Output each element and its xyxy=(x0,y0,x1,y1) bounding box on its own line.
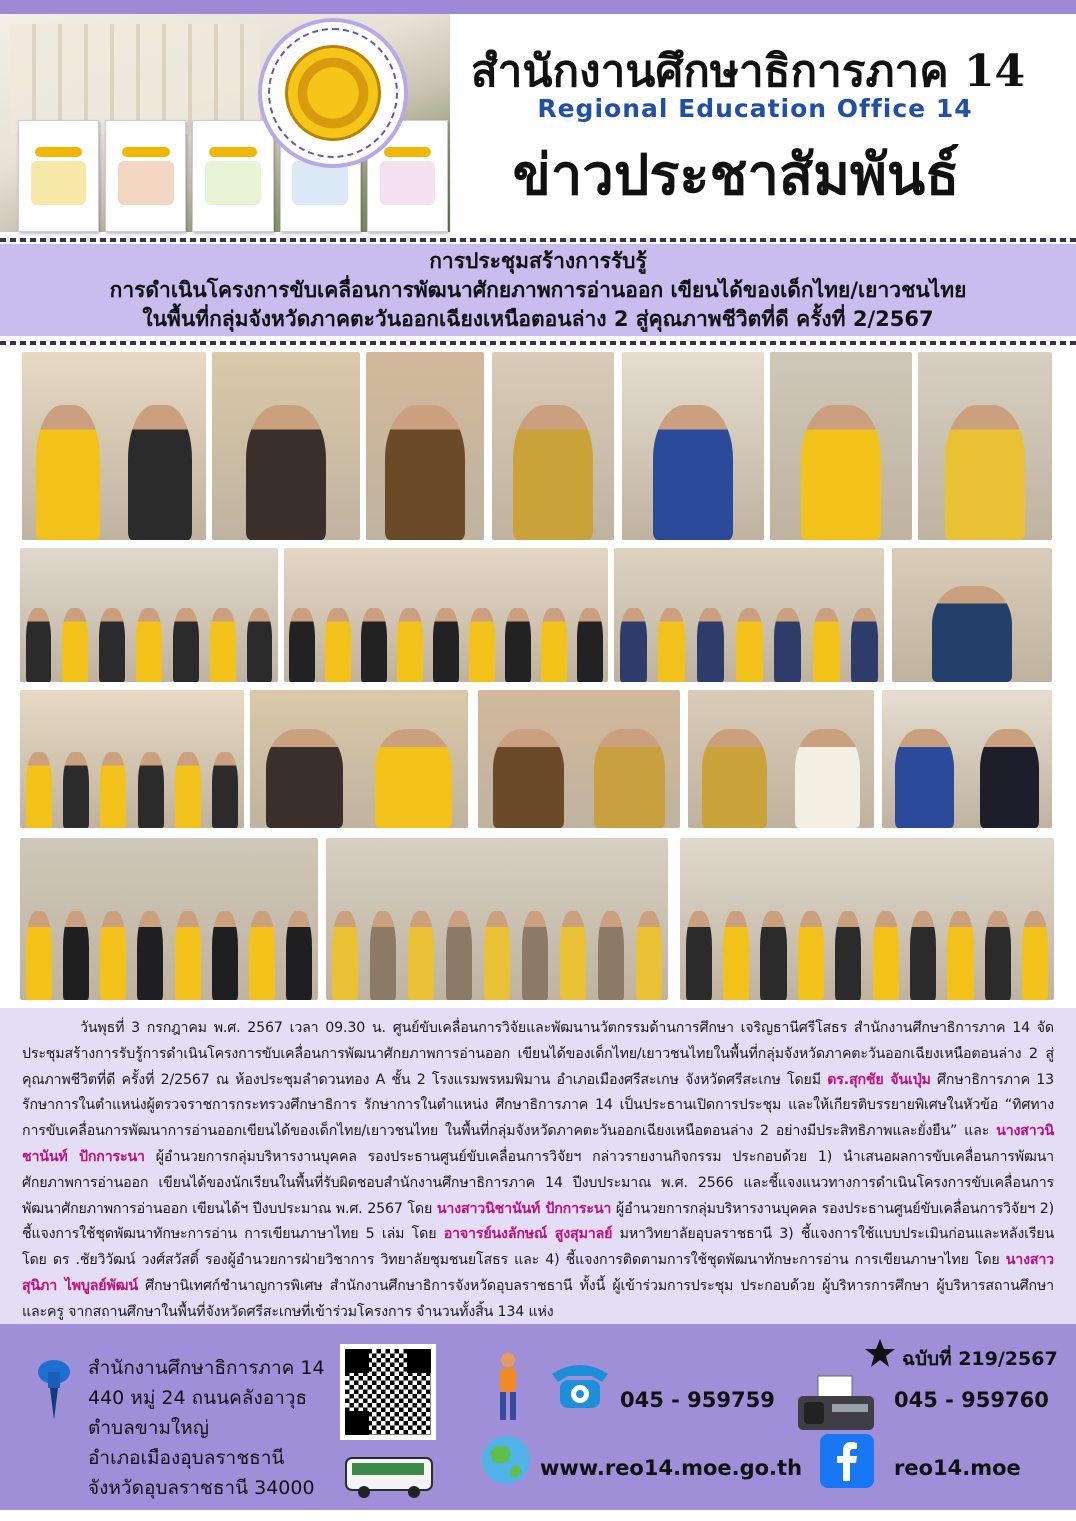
person-figure xyxy=(598,911,625,1000)
person-figure xyxy=(247,608,273,682)
event-photo xyxy=(622,352,764,540)
person-figure xyxy=(175,752,201,828)
event-photo xyxy=(212,352,360,540)
person-figure xyxy=(249,911,275,1000)
person-figure xyxy=(175,911,201,1000)
person-figure xyxy=(62,608,88,682)
person-figure xyxy=(63,752,89,828)
person-name: อาจารย์นงลักษณ์ สูงสุมาลย์ xyxy=(443,1226,613,1243)
star-icon xyxy=(864,1338,896,1368)
person-figure xyxy=(702,729,767,828)
person-figure xyxy=(26,911,52,1000)
facebook-page[interactable]: reo14.moe xyxy=(894,1456,1021,1480)
person-figure xyxy=(99,608,125,682)
person-figure xyxy=(26,608,52,682)
walking-person-icon xyxy=(486,1352,530,1424)
event-photo xyxy=(882,690,1052,828)
person-figure xyxy=(138,752,164,828)
person-figure xyxy=(653,405,733,540)
event-photo xyxy=(918,352,1052,540)
telephone-icon xyxy=(548,1356,612,1412)
headline-line-3: ในพื้นที่กลุ่มจังหวัดภาคตะวันออกเฉียงเหนือตอนล่าง 2 สู่คุณภาพชีวิตที่ดี ครั้งที่ 2/2567 xyxy=(142,306,934,331)
person-figure xyxy=(173,608,199,682)
event-photo xyxy=(284,548,608,682)
person-figure xyxy=(513,405,593,540)
book-cover xyxy=(192,120,273,232)
body-text: ศึกษาธิการภาค 13 รักษาการในตำแหน่งผู้ตรวจราชการกระทรวงศึกษาธิการ รักษาการในตำแหน่ง ศึกษาธิการภาค 14 เป็นประธานเปิดการประชุม และให้เกียรติบรรยายพิเศษในหัวข้อ “ทิศทางการขับเคลื่อนการพัฒนาการอ่านออกเขียนได้ของเด็กไทย/เยาวชนไทย ในพื้นที่กลุ่มจังหวัดภาคตะวันออกเฉียงเหนือตอนล่าง 2 อย่างมีประสิทธิภาพและยั่งยืน” และ xyxy=(22,1071,1055,1140)
person-figure xyxy=(594,729,665,828)
person-figure xyxy=(266,729,342,828)
event-photo xyxy=(20,548,278,682)
person-figure xyxy=(736,608,763,682)
footer xyxy=(0,1324,1076,1521)
person-figure xyxy=(980,729,1040,828)
address-line: สำนักงานศึกษาธิการภาค 14 xyxy=(88,1357,325,1379)
person-figure xyxy=(370,911,397,1000)
person-figure xyxy=(493,729,564,828)
event-photo xyxy=(366,352,484,540)
globe-icon xyxy=(476,1432,536,1488)
bus-icon xyxy=(344,1454,436,1500)
person-figure xyxy=(1022,911,1048,1000)
event-photo xyxy=(22,352,206,540)
event-photo xyxy=(20,690,244,828)
body-text: มหาวิทยาลัยอุบลราชธานี 3) ชี้แจงการใช้แบบประเมินก่อนและหลังเรียน โดย ดร .ชัยวิวัฒน์ วงศ์สวัสดิ์ รองผู้อำนวยการฝ่ายวิชาการ วิทยาลัยชุมชนยโสธร และ 4) ชี้แจงการติดตามการใช้ชุดพัฒนาทักษะการอ่าน การเขียนภาษาไทย โดย xyxy=(22,1226,1054,1269)
person-figure xyxy=(63,911,89,1000)
person-figure xyxy=(286,911,312,1000)
person-figure xyxy=(375,729,451,828)
person-figure xyxy=(851,608,878,682)
person-figure xyxy=(813,608,840,682)
address-line: ตำบลขามใหญ่ xyxy=(88,1417,209,1439)
person-figure xyxy=(26,752,52,828)
person-name: นางสาวนิชานันท์ ปักการะนา xyxy=(436,1200,612,1217)
person-figure xyxy=(760,911,786,1000)
person-figure xyxy=(385,405,465,540)
person-figure xyxy=(801,405,881,540)
section-title: ข่าวประชาสัมพันธ์ xyxy=(512,142,960,208)
person-figure xyxy=(636,911,663,1000)
fax-number[interactable]: 045 - 959760 xyxy=(894,1388,1049,1412)
body-text: ศึกษานิเทศก์ชำนาญการพิเศษ สำนักงานศึกษาธิการจังหวัดอุบลราชธานี ทั้งนี้ ผู้เข้าร่วมการประชุม ประกอบด้วย ผู้บริหารการศึกษา ผู้บริหารสถานศึกษา และครู จากสถานศึกษาในพื้นที่จังหวัดศรีสะเกษที่เข้าร่วมโครงการ จำนวนทั้งสิ้น 134 แห่ง xyxy=(22,1277,1054,1320)
person-figure xyxy=(212,911,238,1000)
body-text: ผู้อำนวยการกลุ่มบริหารงานบุคคล รองประธานศูนย์ขับเคลื่อนการวิจัยฯ 2) ชี้แจงการใช้ชุดพัฒนาทักษะการอ่าน การเขียนภาษาไทย 5 เล่ม โดย xyxy=(22,1200,1054,1243)
book-cover xyxy=(105,120,186,232)
event-photo xyxy=(770,352,912,540)
event-photo xyxy=(492,352,614,540)
person-figure xyxy=(798,911,824,1000)
person-figure xyxy=(895,729,955,828)
person-figure xyxy=(325,608,350,682)
person-figure xyxy=(210,608,236,682)
event-photo xyxy=(892,548,1052,682)
event-photo xyxy=(614,548,884,682)
address-line: จังหวัดอุบลราชธานี 34000 xyxy=(88,1477,315,1499)
building-image xyxy=(10,24,260,134)
person-figure xyxy=(397,608,422,682)
person-figure xyxy=(433,608,458,682)
event-photo xyxy=(688,690,874,828)
person-figure xyxy=(484,911,511,1000)
headline-line-1: การประชุมสร้างการรับรู้ xyxy=(429,248,647,273)
event-photo xyxy=(478,690,680,828)
person-name: นางสาวนิชานันท์ ปักการะนา xyxy=(22,1123,1054,1165)
person-figure xyxy=(136,608,162,682)
person-figure xyxy=(522,911,549,1000)
top-color-strip xyxy=(0,0,1076,14)
person-figure xyxy=(137,911,163,1000)
org-name-thai: สำนักงานศึกษาธิการภาค 14 xyxy=(470,46,1026,97)
address-line: อำเภอเมืองอุบลราชธานี xyxy=(88,1447,285,1469)
facebook-icon[interactable] xyxy=(820,1434,874,1488)
event-photo xyxy=(326,838,668,1000)
issue-number: ฉบับที่ 219/2567 xyxy=(902,1348,1058,1370)
body-text: ผู้อำนวยการกลุ่มบริหารงานบุคคล รองประธานศูนย์ขับเคลื่อนการวิจัยฯ กล่าวรายงานกิจกรรม ประกอบด้วย 1) นำเสนอผลการขับเคลื่อนการพัฒนาศักยภาพการอ่านออก เขียนได้ของนักเรียนในพื้นที่รับผิดชอบสำนักงานศึกษาธิการภาค 14 ปีงบประมาณ พ.ศ. 2566 และชี้แจงแนวทางการดำเนินโครงการขับเคลื่อนการพัฒนาศักยภาพการอ่านออก เขียนได้ฯ ปีงบประมาณ พ.ศ. 2567 โดย xyxy=(22,1148,1054,1217)
qr-code[interactable] xyxy=(340,1344,436,1440)
person-figure xyxy=(577,608,602,682)
ministry-seal-logo xyxy=(258,18,408,168)
person-figure xyxy=(246,405,326,540)
person-figure xyxy=(505,608,530,682)
person-figure xyxy=(332,911,359,1000)
person-figure xyxy=(212,752,238,828)
person-figure xyxy=(873,911,899,1000)
person-figure xyxy=(289,608,314,682)
person-figure xyxy=(36,405,100,540)
headline-line-2: การดำเนินโครงการขับเคลื่อนการพัฒนาศักยภาพการอ่านออก เขียนได้ของเด็กไทย/เยาวชนไทย xyxy=(109,277,967,302)
fax-machine-icon xyxy=(794,1374,878,1434)
person-figure xyxy=(446,911,473,1000)
person-figure xyxy=(469,608,494,682)
person-figure xyxy=(697,608,724,682)
org-name-english: Regional Education Office 14 xyxy=(537,94,973,123)
person-figure xyxy=(560,911,587,1000)
person-figure xyxy=(945,405,1025,540)
person-figure xyxy=(947,911,973,1000)
pushpin-icon xyxy=(34,1358,74,1422)
headline-box xyxy=(0,244,1076,336)
person-figure xyxy=(795,729,860,828)
event-photo xyxy=(250,690,468,828)
person-figure xyxy=(100,752,126,828)
event-photo xyxy=(680,838,1054,1000)
article-paragraph xyxy=(22,1016,1054,1326)
website-link[interactable]: www.reo14.moe.go.th xyxy=(540,1456,803,1480)
article-body xyxy=(0,1008,1076,1324)
footer-bottom-strip xyxy=(0,1510,1076,1521)
person-name: นางสาวสุนิภา ไพบูลย์พัฒน์ xyxy=(22,1252,1054,1294)
person-figure xyxy=(910,911,936,1000)
header xyxy=(0,14,1076,236)
person-figure xyxy=(408,911,435,1000)
person-figure xyxy=(835,911,861,1000)
book-cover xyxy=(18,120,99,232)
address-line: 440 หมู่ 24 ถนนคลังอาวุธ xyxy=(88,1387,308,1409)
person-name: ดร.สุกชัย จันเปุ่ม xyxy=(827,1071,931,1088)
person-figure xyxy=(686,911,712,1000)
person-figure xyxy=(658,608,685,682)
person-figure xyxy=(774,608,801,682)
person-figure xyxy=(985,911,1011,1000)
person-figure xyxy=(541,608,566,682)
person-figure xyxy=(361,608,386,682)
person-figure xyxy=(932,586,1012,682)
person-figure xyxy=(723,911,749,1000)
event-photo xyxy=(20,838,318,1000)
divider xyxy=(0,238,1076,242)
person-figure xyxy=(128,405,192,540)
body-text: วันพุธที่ 3 กรกฎาคม พ.ศ. 2567 เวลา 09.30 น. ศูนย์ขับเคลื่อนการวิจัยและพัฒนานวัตกรรมด้านการศึกษา เจริญธานีศรีโสธร สำนักงานศึกษาธิการภาค 14 จัดประชุมสร้างการรับรู้การดำเนินโครงการขับเคลื่อนการพัฒนาศักยภาพการอ่านออก เขียนได้ของเด็กไทย/เยาวชนไทยในพื้นที่กลุ่มจังหวัดภาคตะวันออกเฉียงเหนือตอนล่าง 2 สู่คุณภาพชีวิตที่ดี ครั้งที่ 2/2567 ณ ห้องประชุมลำดวนทอง A ชั้น 2 โรงแรมพรหมพิมาน อำเภอเมืองศรีสะเกษ จังหวัดศรีสะเกษ โดยมี xyxy=(22,1020,1054,1088)
person-figure xyxy=(100,911,126,1000)
person-figure xyxy=(620,608,647,682)
divider xyxy=(0,341,1076,345)
phone-number[interactable]: 045 - 959759 xyxy=(620,1388,775,1412)
